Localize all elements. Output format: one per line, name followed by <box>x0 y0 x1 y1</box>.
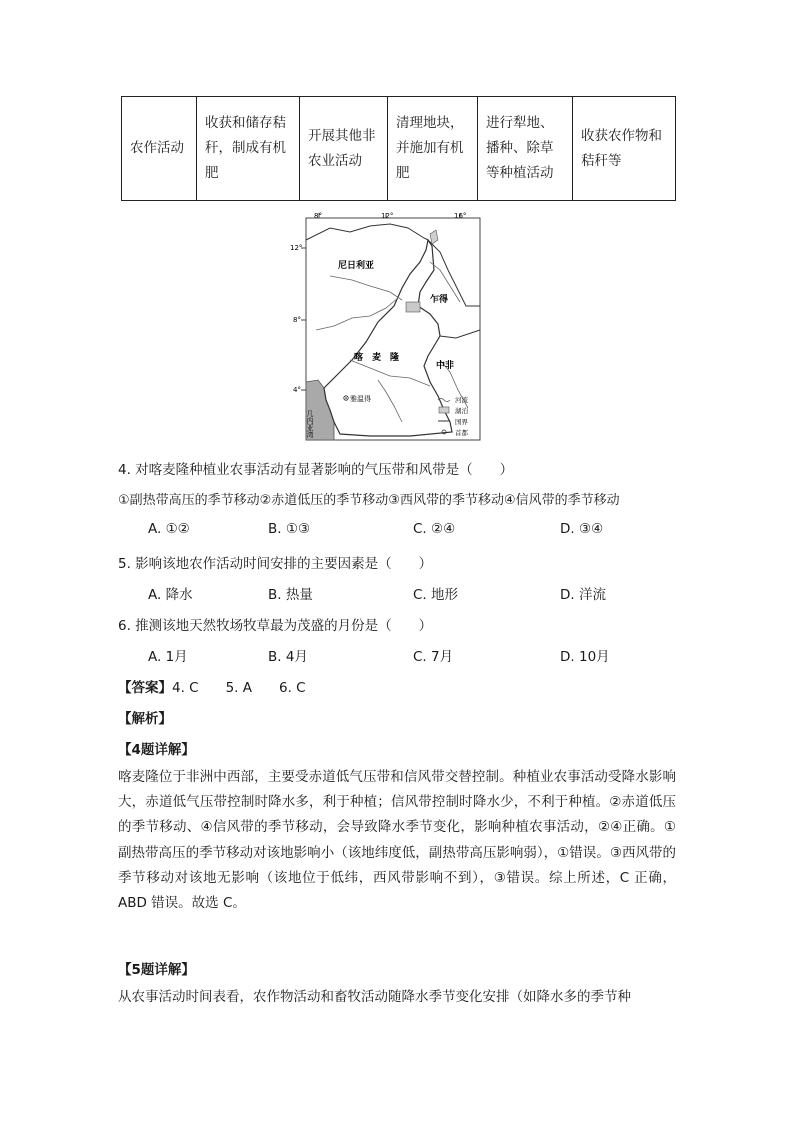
option-b: B. 热量 <box>268 587 313 603</box>
table-cell: 清理地块，并施加有机肥 <box>388 97 478 201</box>
lon-label: 16° <box>454 212 467 220</box>
option-a: A. 1月 <box>148 649 188 665</box>
map-frame <box>306 218 480 440</box>
country-label-chad: 乍得 <box>430 295 449 305</box>
lat-label: 12° <box>290 244 303 252</box>
question-stem: 6. 推测该地天然牧场牧草最为茂盛的月份是（ ） <box>118 618 433 634</box>
svg-text:首都: 首都 <box>455 429 468 437</box>
q5-detail-label: 【5题详解】 <box>118 962 195 978</box>
option-b: B. 4月 <box>268 649 308 665</box>
gulf-of-guinea-label <box>306 410 314 439</box>
answer-text: 4. C 5. A 6. C <box>172 680 306 696</box>
table-cell: 收获农作物和秸秆等 <box>573 97 676 201</box>
farming-activity-table <box>121 96 676 201</box>
svg-text:河流: 河流 <box>455 396 468 404</box>
answer-line <box>118 676 306 696</box>
question-stem: 4. 对喀麦隆种植业农事活动有显著影响的气压带和风带是（ ） <box>118 462 514 478</box>
option-c: C. 地形 <box>413 587 459 603</box>
question-statement: ①副热带高压的季节移动②赤道低压的季节移动③西风带的季节移动④信风带的季节移动 <box>118 493 620 508</box>
lon-label: 8° <box>314 212 322 220</box>
country-label-cameroon: 喀 麦 隆 <box>354 353 400 363</box>
table-cell: 农作活动 <box>122 97 197 201</box>
answer-label: 【答案】 <box>118 680 172 696</box>
option-d: D. 洋流 <box>560 587 606 603</box>
svg-text:几内亚湾: 几内亚湾 <box>306 410 314 438</box>
country-label-nigeria: 尼日利亚 <box>338 261 375 271</box>
option-b: B. ①③ <box>268 521 311 537</box>
svg-text:国界: 国界 <box>455 418 468 426</box>
q4-detail-label: 【4题详解】 <box>118 742 195 758</box>
table-row <box>122 97 676 201</box>
cameroon-map <box>290 210 500 442</box>
table-cell: 收获和储存秸秆，制成有机肥 <box>197 97 300 201</box>
lake-legend-icon <box>439 407 449 413</box>
option-d: D. 10月 <box>560 649 610 665</box>
q4-detail-text: 喀麦隆位于非洲中西部，主要受赤道低气压带和信风带交替控制。种植业农事活动受降水影响大，赤道低气压带控制时降水多，利于种植；信风带控制时降水少，不利于种植。②赤道低压的季节移动、④信风带的季节移动，会导致降水季节变化，影响种植农事活动，②④正确。①副热带高压的季节移动对该地影响小（该地纬度低，副热带高压影响弱），①错误。③西风带的季节移动对该地无影响（该地位于低纬，西风带影响不到），③错误。综上所述，C 正确，ABD 错误。故选 C。 <box>118 769 676 912</box>
q5-detail-text: 从农事活动时间表看，农作物活动和畜牧活动随降水季节变化安排（如降水多的季节种 <box>118 989 631 1005</box>
table-cell: 进行犁地、播种、除草等种植活动 <box>478 97 573 201</box>
option-a: A. ①② <box>148 521 190 537</box>
country-label-central-african: 中非 <box>436 361 455 371</box>
option-d: D. ③④ <box>560 521 604 537</box>
table-cell: 开展其他非农业活动 <box>300 97 388 201</box>
option-a: A. 降水 <box>148 587 193 603</box>
analysis-label: 【解析】 <box>118 711 172 727</box>
lake <box>406 302 420 312</box>
lat-label: 4° <box>293 386 301 394</box>
option-c: C. ②④ <box>413 521 456 537</box>
capital-label: 雅温得 <box>350 395 371 403</box>
lat-label: 8° <box>293 316 301 324</box>
svg-text:湖泊: 湖泊 <box>455 407 468 415</box>
question-stem: 5. 影响该地农作活动时间安排的主要因素是（ ） <box>118 556 433 572</box>
lon-label: 12° <box>381 212 394 220</box>
option-c: C. 7月 <box>413 649 454 665</box>
